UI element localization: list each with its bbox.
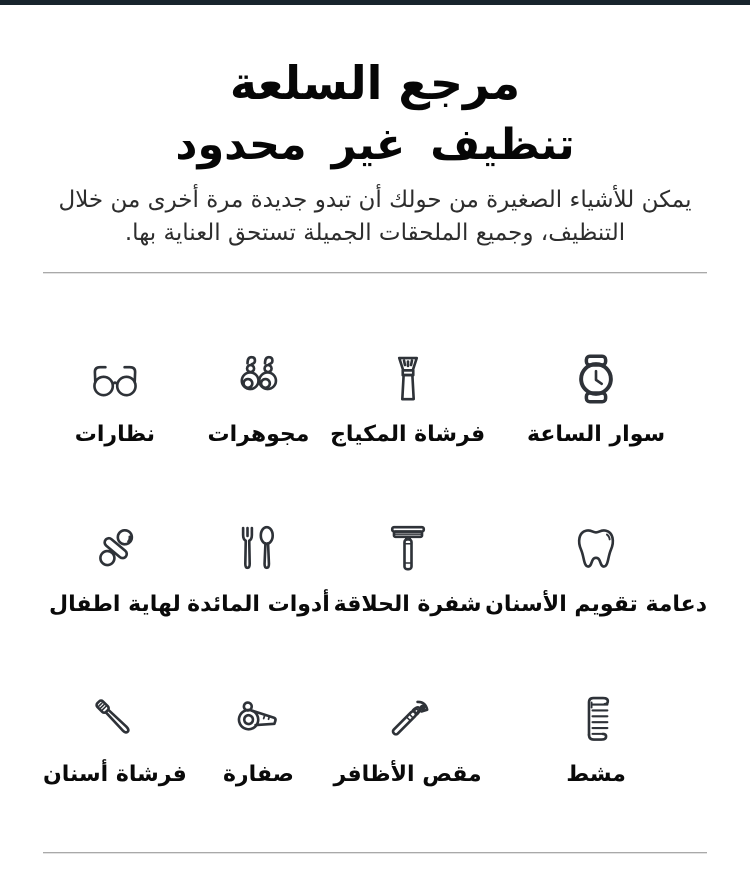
item-label: لهاية اطفال (49, 591, 181, 617)
item-label: مقص الأظافر (333, 761, 482, 787)
makeup-brush-icon (379, 350, 437, 408)
item-label: فرشاة أسنان (43, 761, 187, 787)
grid-item-tableware (187, 470, 330, 640)
page-subtitle: تنظيف غير محدود (175, 120, 575, 171)
pacifier-icon (86, 520, 144, 578)
items-grid (43, 300, 707, 810)
description-text (25, 184, 725, 249)
grid-item-nail-clippers (330, 640, 485, 810)
razor-icon (379, 520, 437, 578)
grid-item-jewelry (187, 300, 330, 470)
earrings-icon (229, 350, 287, 408)
item-label: فرشاة المكياج (330, 421, 486, 447)
grid-item-makeup-brush (330, 300, 485, 470)
watch-icon (567, 350, 625, 408)
glasses-icon (86, 350, 144, 408)
description-line-2: التنظيف، وجميع الملحقات الجميلة تستحق العناية بها. (124, 220, 626, 247)
item-label: أدوات المائدة (187, 591, 330, 617)
item-label: مشط (566, 761, 626, 787)
page-title: مرجع السلعة (229, 56, 521, 110)
item-label: نظارات (74, 421, 156, 447)
grid-item-glasses (43, 300, 187, 470)
top-divider (43, 272, 707, 274)
item-label: سوار الساعة (527, 421, 666, 447)
nail-clipper-icon (379, 690, 437, 748)
grid-item-razor (330, 470, 485, 640)
bottom-divider (43, 852, 707, 854)
grid-item-whistle (187, 640, 330, 810)
grid-item-pacifier (43, 470, 187, 640)
grid-item-comb (485, 640, 707, 810)
item-label: مجوهرات (207, 421, 310, 447)
comb-icon (567, 690, 625, 748)
tooth-icon (567, 520, 625, 578)
cutlery-icon (229, 520, 287, 578)
grid-item-braces (485, 470, 707, 640)
item-label: شفرة الحلاقة (333, 591, 482, 617)
grid-item-watch-strap (485, 300, 707, 470)
description-line-1: يمكن للأشياء الصغيرة من حولك أن تبدو جديدة مرة أخرى من خلال (58, 187, 692, 214)
top-accent-bar (0, 0, 750, 5)
item-label: صفارة (222, 761, 294, 787)
grid-item-toothbrush (43, 640, 187, 810)
item-label: دعامة تقويم الأسنان (485, 591, 707, 617)
toothbrush-icon (86, 690, 144, 748)
whistle-icon (229, 690, 287, 748)
header (0, 56, 750, 250)
